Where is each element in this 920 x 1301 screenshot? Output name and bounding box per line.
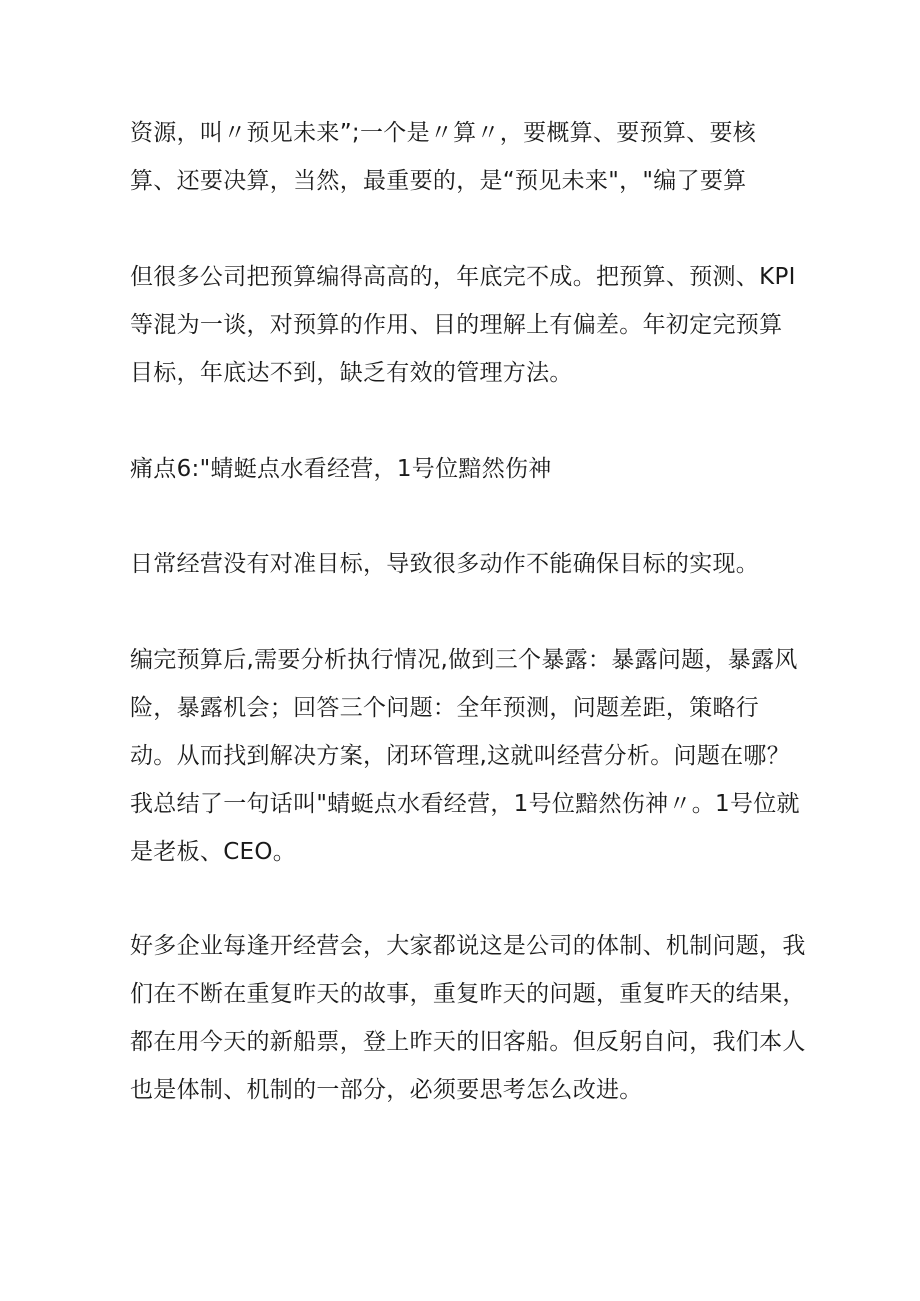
text-line: 资源，叫〃预见未来”;一个是〃算〃，要概算、要预算、要核 xyxy=(130,120,757,146)
text-line: 也是体制、机制的一部分，必须要思考怎么改进。 xyxy=(130,1077,643,1103)
text-line: 险，暴露机会；回答三个问题：全年预测，问题差距，策略行 xyxy=(130,695,760,721)
text-line: 但很多公司把预算编得高高的，年底完不成。把预算、预测、KPI xyxy=(130,264,796,290)
text-line: 编完预算后,需要分析执行情况,做到三个暴露：暴露问题，暴露风 xyxy=(130,647,798,673)
section-heading-pain-point-6 xyxy=(130,445,810,493)
paragraph-operations-analysis xyxy=(130,636,810,876)
text-line: 都在用今天的新船票，登上昨天的旧客船。但反躬自问，我们本人 xyxy=(130,1029,806,1055)
text-line: 等混为一谈，对预算的作用、目的理解上有偏差。年初定完预算 xyxy=(130,312,783,338)
text-line: 日常经营没有对准目标，导致很多动作不能确保目标的实现。 xyxy=(130,551,760,577)
text-line: 动。从而找到解决方案，闭环管理,这就叫经营分析。问题在哪？ xyxy=(130,743,791,769)
text-line: 算、还要决算，当然，最重要的，是“预见未来"，"编了要算 xyxy=(130,168,747,194)
paragraph-daily-operations xyxy=(130,540,810,588)
text-line: 好多企业每逢开经营会，大家都说这是公司的体制、机制问题，我 xyxy=(130,933,806,959)
text-line: 目标，年底达不到，缺乏有效的管理方法。 xyxy=(130,360,573,386)
text-line: 们在不断在重复昨天的故事，重复昨天的问题，重复昨天的结果， xyxy=(130,981,806,1007)
paragraph-operations-meeting xyxy=(130,922,810,1114)
text-line: 我总结了一句话叫"蜻蜓点水看经营，1号位黯然伤神〃。1号位就 xyxy=(130,791,800,817)
text-line: 是老板、CEO。 xyxy=(130,839,297,865)
paragraph-forecast-budget xyxy=(130,109,810,205)
heading-line: 痛点6:"蜻蜓点水看经营，1号位黯然伤神 xyxy=(130,456,552,482)
paragraph-budget-problem xyxy=(130,253,810,397)
